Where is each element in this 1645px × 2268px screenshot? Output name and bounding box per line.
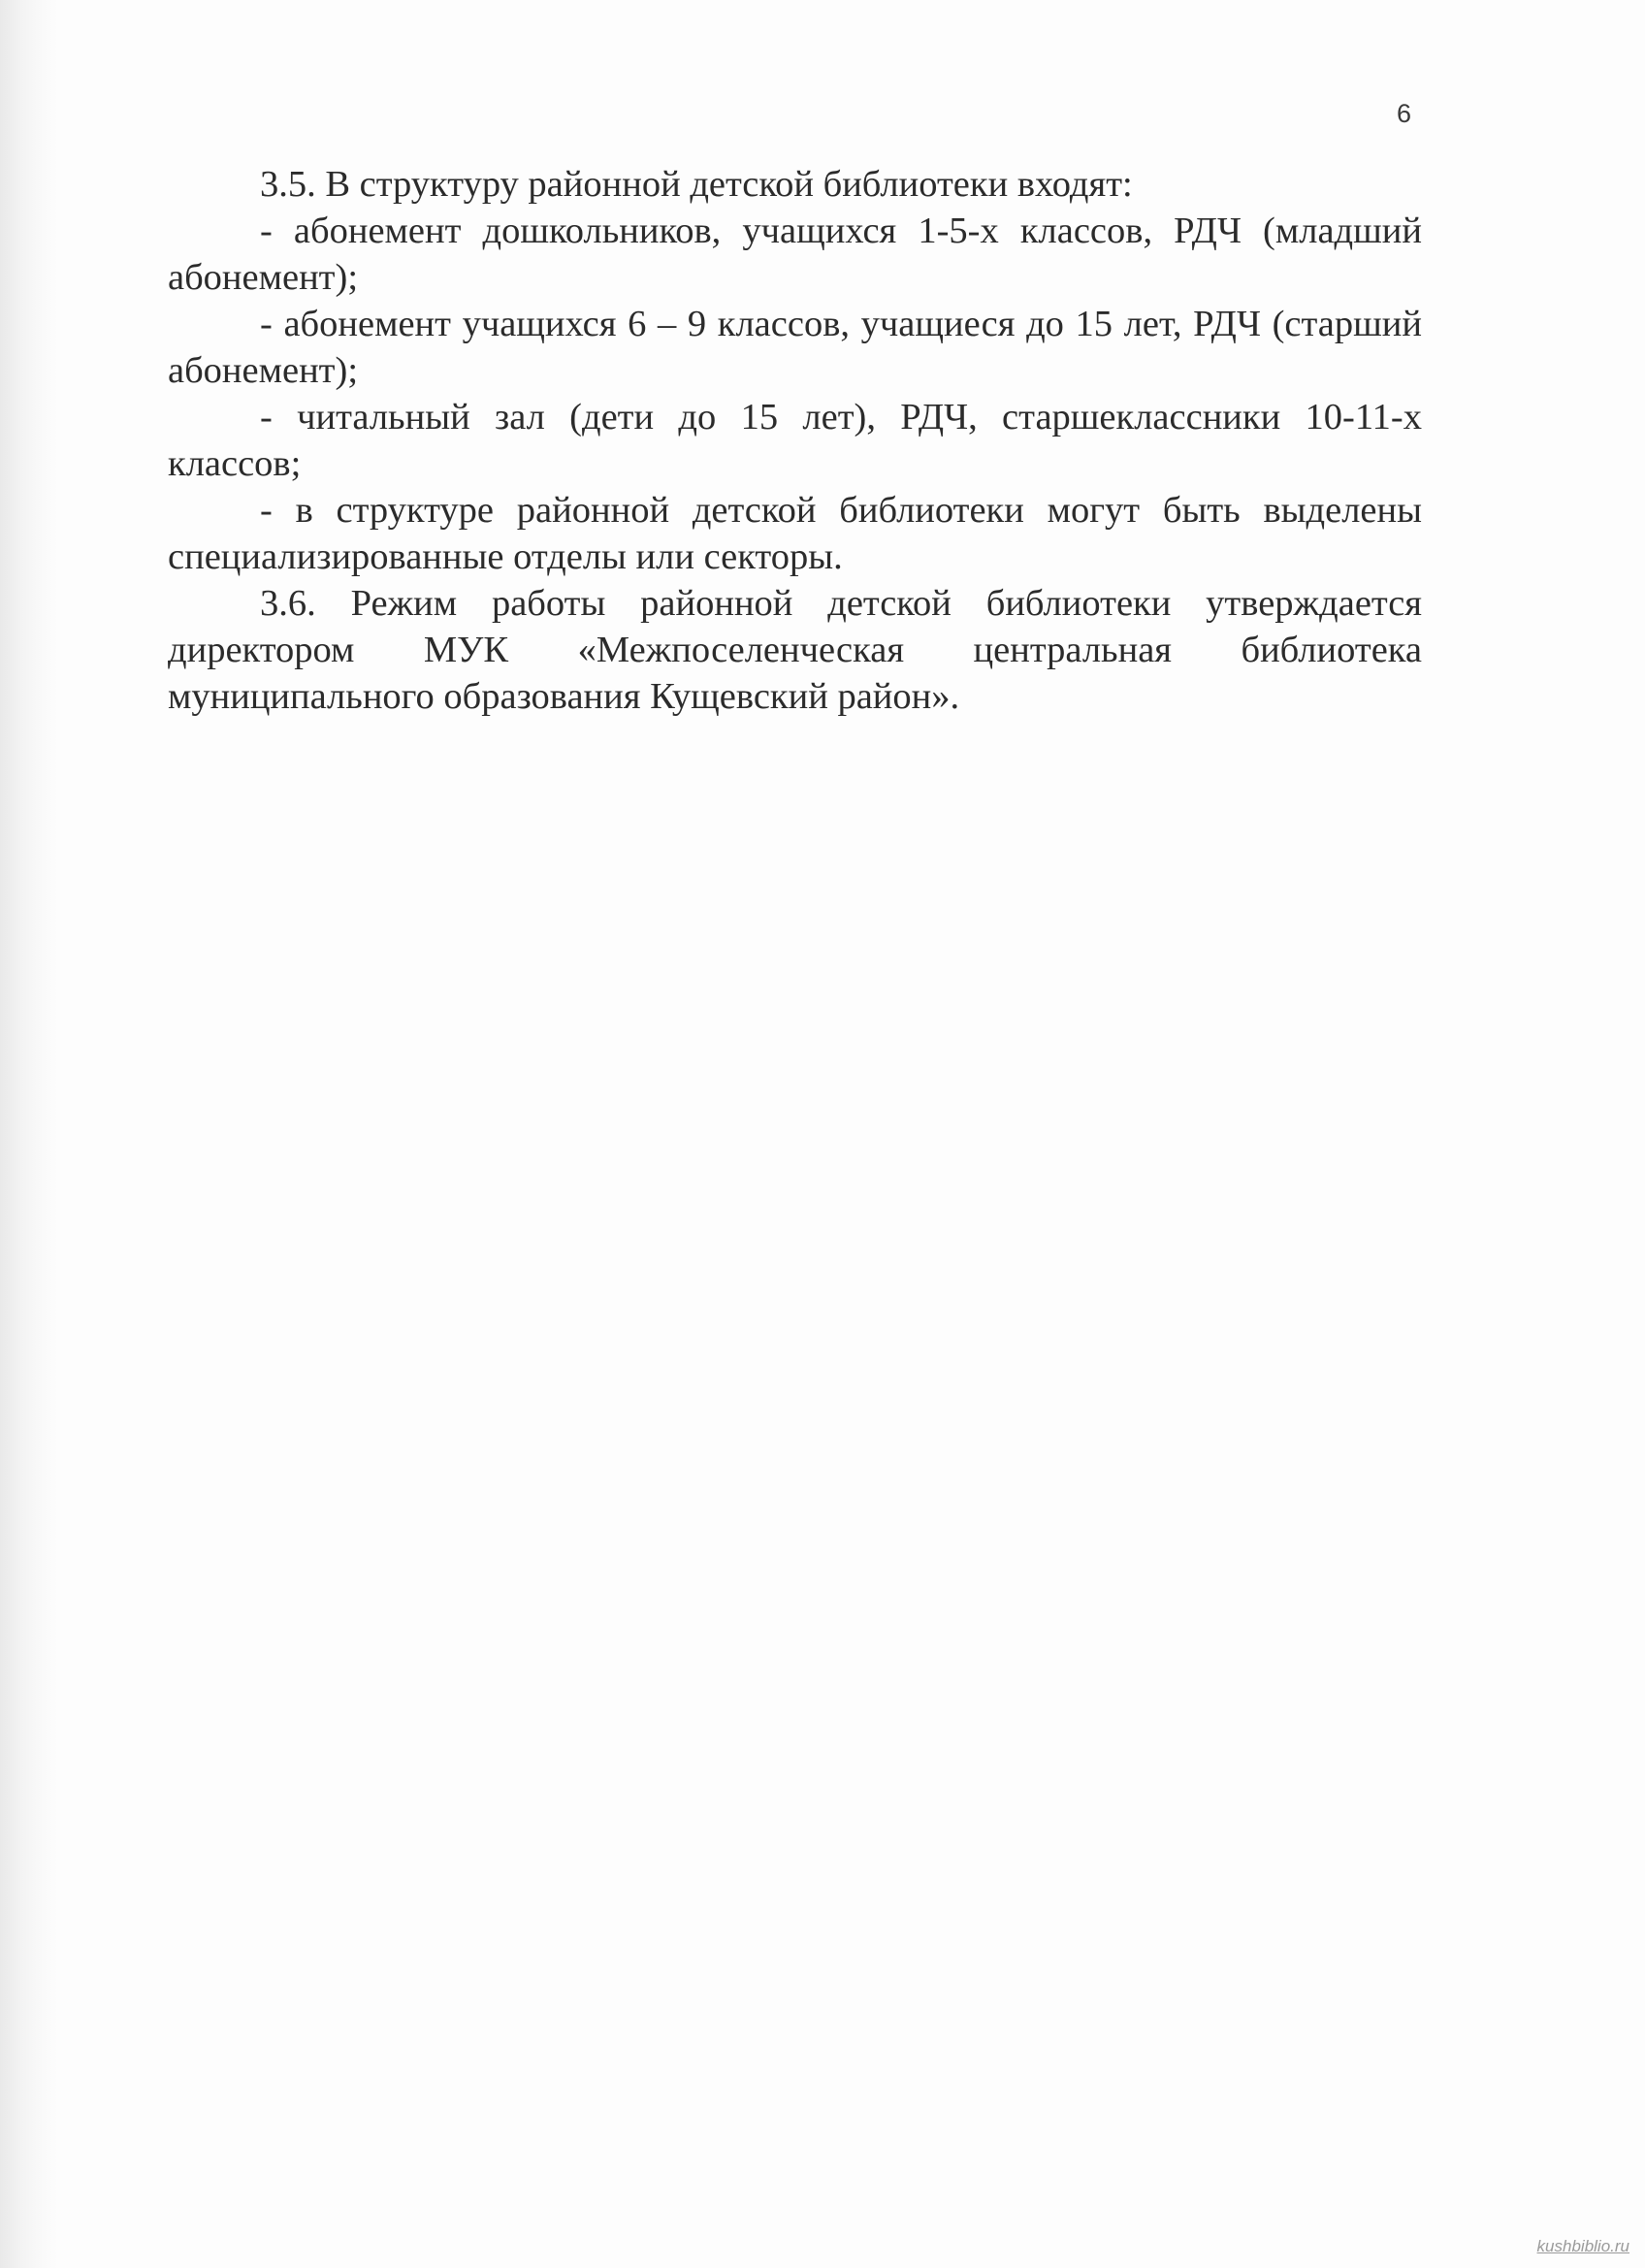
paragraph-3-6: 3.6. Режим работы районной детской библиотеки утверждается директором МУК «Межпоселенческая центральная библиотека муниципального образования Кущевский район». — [168, 583, 1422, 717]
list-item-junior-subscription: - абонемент дошкольников, учащихся 1-5-х классов, РДЧ (младший абонемент); — [168, 211, 1422, 298]
paragraph-3-5: 3.5. В структуру районной детской библиотеки входят: — [260, 164, 1133, 205]
list-item-senior-subscription: - абонемент учащихся 6 – 9 классов, учащиеся до 15 лет, РДЧ (старший абонемент); — [168, 304, 1422, 391]
page-number: 6 — [1397, 99, 1412, 128]
list-item-specialized-departments: - в структуре районной детской библиотеки могут быть выделены специализированные отделы или секторы. — [168, 490, 1422, 577]
scan-shadow-edge — [0, 0, 58, 2268]
site-watermark: kushbiblio.ru — [1536, 2237, 1629, 2255]
document-body — [168, 161, 1422, 720]
list-item-reading-room: - читальный зал (дети до 15 лет), РДЧ, старшеклассники 10-11-х классов; — [168, 397, 1422, 484]
